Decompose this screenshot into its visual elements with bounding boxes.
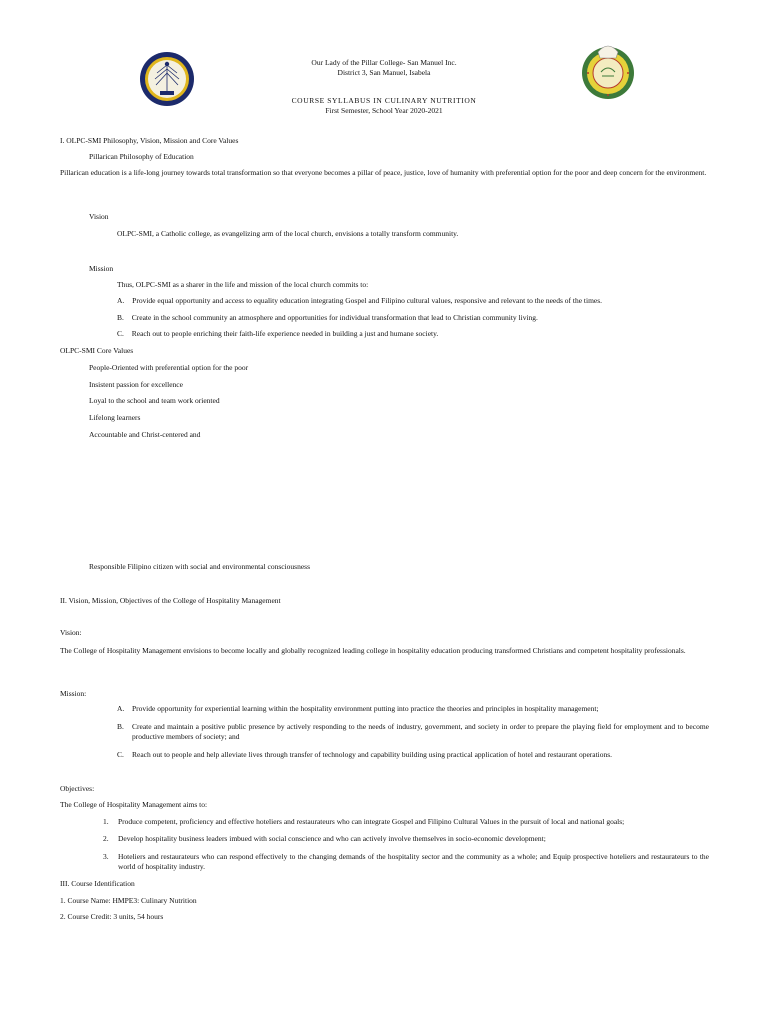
mission-label: Mission xyxy=(89,264,114,273)
list-text: Create and maintain a positive public presence by actively responding to the needs of industry, government, and society in order to prepare the playing field for employment and to become productive members of society; and xyxy=(132,722,709,741)
philosophy-text: Pillarican education is a life-long journey towards total transformation so that everyone becomes a pillar of peace, justice, love of humanity with preferential option for the poor and deep concern for the environment. xyxy=(60,168,707,177)
list-item xyxy=(103,852,709,872)
philosophy-title: Pillarican Philosophy of Education xyxy=(89,152,194,161)
list-marker: 1. xyxy=(103,817,109,826)
core-values-title: OLPC-SMI Core Values xyxy=(60,346,134,355)
list-item xyxy=(117,750,709,760)
vision-text: OLPC-SMI, a Catholic college, as evangelizing arm of the local church, envisions a totally transform community. xyxy=(117,229,459,238)
list-item xyxy=(103,834,709,844)
core-value-item: Insistent passion for excellence xyxy=(89,380,183,389)
list-text: Produce competent, proficiency and effective hoteliers and restaurateurs who can integrate Gospel and Filipino Cultural Values in the pursuit of local and national goals; xyxy=(118,817,625,826)
core-value-item: Responsible Filipino citizen with social and environmental consciousness xyxy=(89,562,311,571)
objectives-intro: The College of Hospitality Management aims to: xyxy=(60,800,208,809)
core-value-item: Accountable and Christ-centered and xyxy=(89,430,201,439)
school-district: District 3, San Manuel, Isabela xyxy=(337,68,431,77)
section-3-heading: III. Course Identification xyxy=(60,879,135,888)
list-marker: B. xyxy=(117,313,124,322)
list-text: Reach out to people and help alleviate lives through transfer of technology and capability building using practical application of hotel and restaurant operations. xyxy=(132,750,613,759)
section-1-heading: I. OLPC-SMI Philosophy, Vision, Mission and Core Values xyxy=(60,136,239,145)
mission-intro: Thus, OLPC-SMI as a sharer in the life and mission of the local church commits to: xyxy=(117,280,369,289)
list-marker: C. xyxy=(117,750,124,759)
list-item xyxy=(117,329,438,338)
list-marker: A. xyxy=(117,704,125,713)
list-item xyxy=(117,313,538,322)
chm-mission-label: Mission: xyxy=(60,689,87,698)
objectives-label: Objectives: xyxy=(60,784,95,793)
list-item xyxy=(117,296,602,305)
core-value-item: Loyal to the school and team work oriented xyxy=(89,396,220,405)
vision-label: Vision xyxy=(89,212,109,221)
list-text: Reach out to people enriching their faith-life experience needed in building a just and humane society. xyxy=(131,329,439,338)
list-text: Create in the school community an atmosphere and opportunities for individual transformation that lead to Christian community living. xyxy=(131,313,538,322)
list-marker: 2. xyxy=(103,834,109,843)
list-item xyxy=(117,704,709,714)
list-text: Provide opportunity for experiential learning within the hospitality environment putting into practice the theories and principles in hospitality management; xyxy=(132,704,599,713)
list-text: Hoteliers and restaurateurs who can respond effectively to the changing demands of the hospitality sector and the community as a whole; and Equip prospective hoteliers and restaurateurs to the world of hospitality industry. xyxy=(118,852,709,871)
list-item xyxy=(103,817,709,827)
core-value-item: Lifelong learners xyxy=(89,413,141,422)
list-marker: C. xyxy=(117,329,124,338)
school-name: Our Lady of the Pillar College- San Manuel Inc. xyxy=(311,58,457,67)
course-name: 1. Course Name: HMPE3: Culinary Nutrition xyxy=(60,896,197,905)
list-text: Develop hospitality business leaders imbued with social conscience and who can actively involve themselves in socio-economic development; xyxy=(118,834,546,843)
course-credit: 2. Course Credit: 3 units, 54 hours xyxy=(60,912,164,921)
section-2-heading: II. Vision, Mission, Objectives of the College of Hospitality Management xyxy=(60,596,281,605)
list-text: Provide equal opportunity and access to equality education integrating Gospel and Filipino cultural values, responsive and relevant to the needs of the times. xyxy=(132,296,603,305)
syllabus-title: COURSE SYLLABUS IN CULINARY NUTRITION xyxy=(291,96,477,105)
semester-line: First Semester, School Year 2020-2021 xyxy=(325,106,443,115)
list-marker: B. xyxy=(117,722,124,731)
core-value-item: People-Oriented with preferential option for the poor xyxy=(89,363,249,372)
list-item xyxy=(117,722,709,742)
list-marker: 3. xyxy=(103,852,109,861)
chm-vision-text: The College of Hospitality Management envisions to become locally and globally recognized leading college in hospitality education producing transformed Christians and competent hospitality professionals. xyxy=(60,646,686,655)
olpc-seal-icon xyxy=(139,51,195,107)
chm-vision-label: Vision: xyxy=(60,628,82,637)
hospitality-seal-icon xyxy=(580,42,636,100)
list-marker: A. xyxy=(117,296,125,305)
